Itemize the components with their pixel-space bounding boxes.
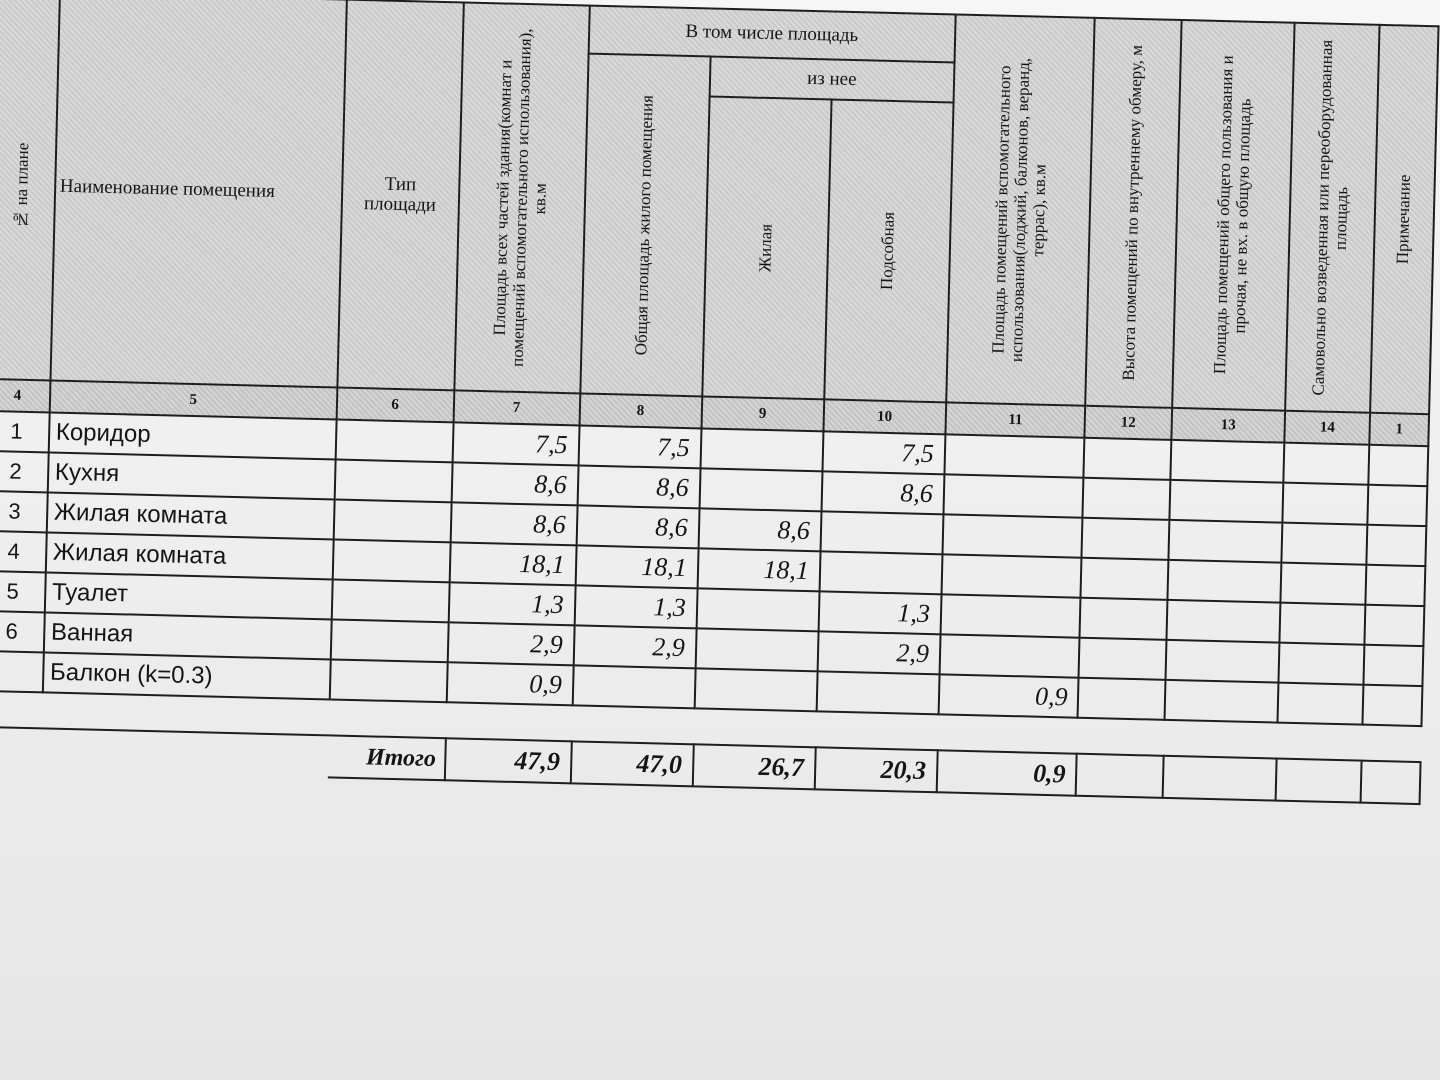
row-plan-no (0, 651, 44, 693)
row-common (1170, 440, 1285, 483)
row-aux-use (940, 594, 1081, 637)
row-note (1365, 565, 1425, 606)
header-area-type: Тип площади (337, 0, 463, 390)
row-plan-no: 5 (0, 571, 45, 613)
header-of-which-group: из нее (709, 57, 954, 103)
row-common (1168, 520, 1283, 563)
row-height (1081, 558, 1168, 600)
row-living: 18,1 (697, 548, 820, 591)
row-aux-use (944, 434, 1085, 477)
row-living-total (572, 665, 695, 708)
row-auxiliary (820, 511, 943, 554)
header-living-total: Общая площадь жилого помещения (580, 54, 710, 397)
column-number: 8 (579, 393, 702, 428)
row-auxiliary: 1,3 (818, 591, 941, 634)
row-note (1364, 605, 1424, 646)
row-aux-use (939, 634, 1080, 677)
column-number: 12 (1085, 406, 1172, 440)
column-number: 7 (453, 390, 580, 425)
row-auxiliary (819, 551, 942, 594)
row-area-type (330, 619, 448, 662)
header-common-area: Площадь помещений общего пользования и прочая, не вх. в общую площадь (1172, 20, 1295, 411)
totals-self-built (1276, 759, 1362, 803)
row-auxiliary: 7,5 (822, 431, 945, 474)
row-living-total: 8,6 (577, 465, 700, 508)
row-aux-use: 0,9 (938, 674, 1079, 717)
row-aux-use (941, 554, 1082, 597)
totals-aux-use: 0,9 (937, 750, 1078, 795)
row-height (1080, 598, 1167, 640)
row-area-type (331, 579, 449, 622)
row-room-name: Жилая комната (45, 532, 333, 579)
row-room-name: Балкон (k=0.3) (43, 652, 331, 699)
row-height (1079, 638, 1166, 680)
row-room-name: Кухня (47, 452, 335, 499)
row-common (1165, 640, 1280, 683)
row-height (1078, 678, 1165, 720)
totals-height (1076, 754, 1163, 798)
totals-note (1361, 761, 1421, 804)
header-including-group: В том числе площадь (588, 6, 955, 63)
row-room-name: Коридор (48, 412, 336, 459)
row-living (695, 628, 818, 671)
row-plan-no: 4 (0, 531, 46, 573)
row-note (1368, 445, 1428, 486)
row-living (699, 468, 822, 511)
row-living-total: 8,6 (576, 505, 699, 548)
row-plan-no: 2 (0, 451, 48, 493)
row-aux-use (943, 474, 1084, 517)
row-common (1164, 680, 1279, 723)
header-aux-use-area: Площадь помещений вспомогательного использования(лоджий, балконов, веранд, террас), кв.м (946, 15, 1095, 406)
row-auxiliary (816, 671, 939, 714)
row-room-name: Туалет (45, 572, 333, 619)
header-total-area: Площадь всех частей здания(комнат и помещений вспомогательного использования), кв.м (454, 2, 589, 393)
row-note (1367, 485, 1427, 526)
row-note (1363, 645, 1423, 686)
row-height (1083, 478, 1170, 520)
row-area-type (334, 459, 452, 502)
row-self-built (1279, 643, 1365, 685)
column-number: 6 (336, 387, 454, 422)
row-area-type (332, 539, 450, 582)
column-number: 14 (1285, 411, 1370, 445)
totals-living-total: 47,0 (570, 741, 693, 786)
row-self-built (1283, 483, 1369, 525)
row-plan-no: 3 (0, 491, 47, 533)
column-number: 1 (1369, 413, 1429, 446)
row-total-area: 1,3 (448, 582, 575, 625)
row-self-built (1282, 523, 1368, 565)
totals-living: 26,7 (692, 744, 815, 789)
row-area-type (335, 419, 453, 462)
column-number: 9 (701, 396, 824, 431)
row-living-total: 7,5 (578, 425, 701, 468)
column-number: 4 (0, 379, 50, 413)
header-room-name: Наименование помещения (50, 0, 346, 387)
row-common (1169, 480, 1284, 523)
room-rows (0, 411, 1428, 726)
column-number: 5 (49, 380, 337, 419)
row-plan-no: 6 (0, 611, 45, 653)
row-living-total: 18,1 (575, 545, 698, 588)
row-aux-use (942, 514, 1083, 557)
header-living: Жилая (702, 97, 831, 400)
header-room-height: Высота помещений по внутреннему обмеру, м (1086, 18, 1182, 408)
row-total-area: 2,9 (447, 622, 574, 665)
totals-total-area: 47,9 (444, 738, 571, 783)
row-height (1082, 518, 1169, 560)
row-total-area: 8,6 (451, 462, 578, 505)
row-room-name: Жилая комната (46, 492, 334, 539)
row-auxiliary: 2,9 (817, 631, 940, 674)
column-number: 10 (823, 399, 946, 434)
row-total-area: 7,5 (452, 422, 579, 465)
row-living-total: 1,3 (574, 585, 697, 628)
row-living (694, 668, 817, 711)
row-living: 8,6 (698, 508, 821, 551)
column-number: 11 (945, 402, 1085, 437)
row-self-built (1281, 563, 1367, 605)
row-plan-no: 1 (0, 411, 49, 453)
row-auxiliary: 8,6 (821, 471, 944, 514)
totals-common (1162, 756, 1277, 801)
column-number: 13 (1171, 408, 1286, 443)
row-height (1084, 438, 1171, 480)
row-room-name: Ванная (44, 612, 332, 659)
totals-label: Итого (327, 735, 445, 780)
row-area-type (333, 499, 451, 542)
row-living (700, 428, 823, 471)
row-living-total: 2,9 (573, 625, 696, 668)
row-area-type (329, 659, 447, 702)
row-common (1166, 600, 1281, 643)
row-self-built (1280, 603, 1366, 645)
row-total-area: 8,6 (450, 502, 577, 545)
row-common (1167, 560, 1282, 603)
row-total-area: 18,1 (449, 542, 576, 585)
row-self-built (1284, 443, 1370, 485)
header-note: Примечание (1370, 25, 1438, 414)
header-plan-no: № на плане (0, 0, 60, 380)
row-total-area: 0,9 (446, 662, 573, 705)
row-note (1362, 685, 1422, 726)
header-self-built-area: Самовольно возведенная или переоборудованная площадь (1285, 23, 1379, 413)
row-living (696, 588, 819, 631)
header-auxiliary: Подсобная (824, 99, 953, 402)
row-note (1366, 525, 1426, 566)
row-self-built (1278, 683, 1364, 725)
totals-auxiliary: 20,3 (814, 747, 937, 792)
